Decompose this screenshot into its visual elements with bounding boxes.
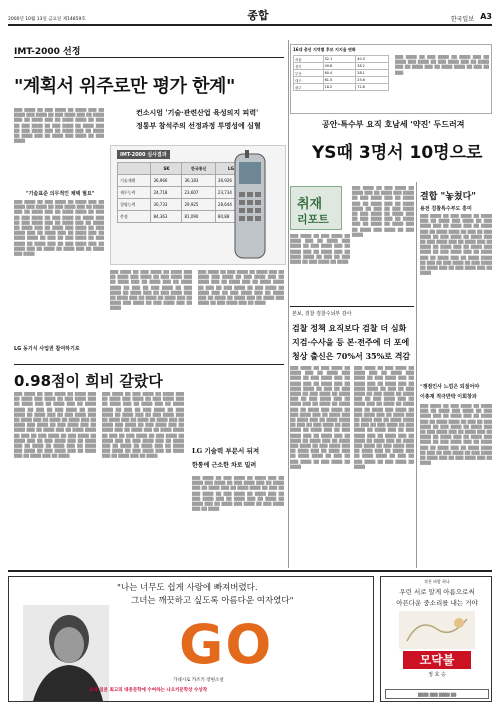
row-label: 기술계획 [118,175,151,187]
poll-table [293,55,389,91]
side-headline-2: "쟁점인사 느낌은 되짚어야 [420,384,480,390]
imt-result-box [110,145,286,265]
ad-quote-line-1: "나는 너무도 쉽게 사랑에 빠져버렸다. [117,583,258,593]
lead-subtitle-1: 컨소시엄 '기술·관련산업 육성의지 피력' [136,108,259,117]
table-row: 대구 61.5 25.6 [294,77,389,84]
col-head: 한국통신 [182,163,215,175]
rate-body-2: ▒▒▒ ▒▒▒▒ ▒▒ ▒▒▒ ▒▒▒▒ ▒▒ ▒▒▒▒ ▒▒▒ ▒▒ ▒▒▒▒ ▒▒▒ ▒▒▒▒ ▒▒ ▒▒▒ ▒▒▒▒ ▒▒▒ ▒▒ ▒▒▒▒ ▒▒▒ ▒▒ ▒▒▒▒ ▒▒▒ ▒▒ ▒▒▒▒ ▒▒▒▒ ▒▒ ▒▒▒ ▒▒ ▒▒▒ ▒▒▒▒ ▒▒ ▒▒▒ ▒▒▒▒ ▒▒ ▒▒▒▒ ▒▒▒ ▒▒ ▒▒▒ ▒▒▒▒ ▒▒▒ ▒▒ ▒▒▒▒ ▒▒▒ ▒▒ ▒▒▒▒ ▒▒ ▒▒▒▒ ▒▒▒ ▒▒ ▒▒▒▒ ▒▒▒ ▒▒▒▒ ▒▒ ▒▒▒ ▒▒▒▒ ▒▒▒ ▒▒ ▒▒▒▒ ▒▒▒ ▒▒ ▒▒▒▒ ▒▒▒ ▒▒ ▒▒▒▒ ▒▒▒▒ ▒▒ ▒▒▒ ▒▒ ▒▒▒ ▒▒▒▒ ▒▒ ▒▒▒ ▒▒▒▒ ▒▒ ▒▒▒▒ ▒▒▒ ▒▒ ▒▒▒ ▒▒▒▒ ▒▒▒ ▒▒ ▒▒▒▒ ▒▒▒ ▒▒ ▒▒▒▒ ▒▒ ▒▒▒▒ ▒▒▒ ▒▒ ▒▒▒▒ ▒▒▒ ▒▒▒▒ ▒▒ ▒▒▒ ▒▒▒▒ ▒▒▒ ▒▒ ▒▒▒▒ ▒▒▒ ▒▒ ▒▒▒▒ ▒▒▒ ▒▒ ▒▒▒▒ [102,392,184,459]
lead-rule [14,57,284,58]
imt-result-title: IMT-2000 심사결과 [117,150,170,159]
cell: 81,090 [182,211,215,223]
table-row: 서울 52.1 40.3 [294,56,389,63]
side-subheadline: 용전 검찰특수부도 흥미 [420,206,472,212]
mobile-phone-photo [221,150,279,262]
column-divider [288,40,289,568]
lead-badge: IMT-2000 선정 [14,47,81,57]
lead-body-4: ▒▒▒ ▒▒▒▒ ▒▒ ▒▒▒ ▒▒▒▒ ▒▒ ▒▒▒▒ ▒▒▒ ▒▒ ▒▒▒▒ ▒▒▒ ▒▒▒▒ ▒▒ ▒▒▒ ▒▒▒▒ ▒▒▒ ▒▒ ▒▒▒▒ ▒▒▒ ▒▒ ▒▒▒▒ ▒▒▒ ▒▒ ▒▒▒▒ ▒▒▒▒ ▒▒ ▒▒▒ ▒▒ ▒▒▒ ▒▒▒▒ ▒▒ ▒▒▒ ▒▒▒▒ ▒▒ ▒▒▒▒ ▒▒▒ ▒▒ ▒▒▒ ▒▒▒▒ ▒▒▒ ▒▒ ▒▒▒▒ ▒▒▒ ▒▒ ▒▒▒▒ ▒▒ ▒▒▒▒ ▒▒▒ ▒▒ ▒▒▒▒ ▒▒▒ ▒▒▒▒ ▒▒ ▒▒▒ ▒▒▒▒ ▒▒▒ ▒▒ ▒▒▒▒ [198,270,284,306]
cell: 36,183 [182,175,215,187]
lead-body-3: ▒▒▒ ▒▒▒▒ ▒▒ ▒▒▒ ▒▒▒▒ ▒▒ ▒▒▒▒ ▒▒▒ ▒▒ ▒▒▒▒ ▒▒▒ ▒▒▒▒ ▒▒ ▒▒▒ ▒▒▒▒ ▒▒▒ ▒▒ ▒▒▒▒ ▒▒▒ ▒▒ ▒▒▒▒ ▒▒▒ ▒▒ ▒▒▒▒ ▒▒▒▒ ▒▒ ▒▒▒ ▒▒ ▒▒▒ ▒▒▒▒ ▒▒ ▒▒▒ ▒▒▒▒ ▒▒ ▒▒▒▒ ▒▒▒ ▒▒ ▒▒▒ ▒▒▒▒ ▒▒▒ ▒▒ ▒▒▒▒ ▒▒▒ ▒▒ ▒▒▒▒ ▒▒ ▒▒▒▒ ▒▒▒ ▒▒ ▒▒▒▒ ▒▒▒ ▒▒▒▒ ▒▒ ▒▒▒ ▒▒▒▒ ▒▒▒ ▒▒ ▒▒▒▒ [110,270,192,311]
poll-header: 16대 총선 지역별 후보 지지율 변화 [293,47,356,52]
cell: 80,88 [215,211,246,223]
cell: 23,607 [182,187,215,199]
lead-subtitle-2: 정통부 참석주의 선정과정 투명성에 심혈 [136,121,261,130]
issue-date: 2000년 10월 13일 금요일 제14859호 [8,17,86,22]
publisher-box: ▒▒▒▒ ▒▒▒ ▒▒▒▒ ▒▒ [385,689,489,699]
paper-name: 한국일보 [450,16,474,23]
column-divider [416,182,417,568]
col-head [118,163,151,175]
row-label: 재무능력 [118,187,151,199]
col-head: LG [215,163,246,175]
cell: 84,363 [151,211,182,223]
side-body-2: ▒▒▒ ▒▒▒▒ ▒▒ ▒▒▒ ▒▒▒▒ ▒▒ ▒▒▒▒ ▒▒▒ ▒▒ ▒▒▒▒ ▒▒▒ ▒▒▒▒ ▒▒ ▒▒▒ ▒▒▒▒ ▒▒▒ ▒▒ ▒▒▒▒ ▒▒▒ ▒▒ ▒▒▒▒ ▒▒▒ ▒▒ ▒▒▒▒ ▒▒▒▒ ▒▒ ▒▒▒ ▒▒ ▒▒▒ ▒▒▒▒ ▒▒ ▒▒▒ ▒▒▒▒ ▒▒ ▒▒▒▒ ▒▒▒ ▒▒ ▒▒▒ ▒▒▒▒ ▒▒▒ ▒▒ ▒▒▒▒ ▒▒▒ ▒▒ ▒▒▒▒ ▒▒ ▒▒▒▒ ▒▒▒ ▒▒ ▒▒▒▒ ▒▒▒ ▒▒▒▒ ▒▒ ▒▒▒ ▒▒▒▒ ▒▒▒ ▒▒ ▒▒▒▒ ▒▒▒ ▒▒ ▒▒▒▒ ▒▒▒ ▒▒ ▒▒▒▒ ▒▒▒▒ ▒▒ ▒▒▒ ▒▒ ▒▒▒ ▒▒▒▒ ▒▒ ▒▒▒ ▒▒▒▒ ▒▒ ▒▒▒▒ ▒▒▒ ▒▒ ▒▒▒ ▒▒▒▒ ▒▒▒ ▒▒ ▒▒▒▒ [420,404,492,466]
table-row: 광주 18.2 72.8 [294,84,389,91]
lead-section-head-2: LG 동기식 사업권 참여하기로 [14,346,80,352]
middle-headline-2: 지검·수사을 등 본·전주에 더 포에 [292,337,410,347]
book-title-modakbul: 모닥불 [403,651,471,669]
book-title-go: GO [179,613,274,676]
middle-body-1: ▒▒▒ ▒▒▒▒ ▒▒ ▒▒▒ ▒▒▒▒ ▒▒ ▒▒▒▒ ▒▒▒ ▒▒ ▒▒▒▒ ▒▒▒ ▒▒▒▒ ▒▒ ▒▒▒ ▒▒▒▒ ▒▒▒ ▒▒ ▒▒▒▒ ▒▒▒ ▒▒ ▒▒▒▒ ▒▒▒ ▒▒ ▒▒▒▒ ▒▒▒▒ ▒▒ ▒▒▒ ▒▒ ▒▒▒ ▒▒▒▒ ▒▒ ▒▒▒ ▒▒▒▒ ▒▒ ▒▒▒▒ ▒▒▒ ▒▒ ▒▒▒ ▒▒▒▒ ▒▒▒ ▒▒ ▒▒▒▒ ▒▒▒ ▒▒ ▒▒▒▒ ▒▒ ▒▒▒▒ ▒▒▒ ▒▒ ▒▒▒▒ ▒▒▒ ▒▒▒▒ ▒▒ ▒▒▒ ▒▒▒▒ ▒▒▒ ▒▒ ▒▒▒▒ ▒▒▒ ▒▒ ▒▒▒▒ ▒▒▒ ▒▒ ▒▒▒▒ ▒▒▒▒ ▒▒ ▒▒▒ ▒▒ ▒▒▒ ▒▒▒▒ ▒▒ ▒▒▒ ▒▒▒▒ ▒▒ ▒▒▒▒ ▒▒▒ ▒▒ ▒▒▒ ▒▒▒▒ ▒▒▒ ▒▒ ▒▒▒▒ ▒▒▒ ▒▒ ▒▒▒▒ ▒▒ ▒▒▒▒ ▒▒▒ ▒▒ ▒▒▒▒ ▒▒▒ ▒▒▒▒ ▒▒ ▒▒▒ ▒▒▒▒ ▒▒▒ ▒▒ ▒▒▒▒ ▒▒▒ ▒▒ ▒▒▒▒ ▒▒▒ ▒▒ ▒▒▒▒ ▒▒▒▒ ▒▒ ▒▒▒ ▒▒ ▒▒▒ ▒▒▒▒ ▒▒ ▒▒▒ ▒▒▒▒ ▒▒ ▒▒▒▒ [290,366,350,469]
row-label: 총점 [118,211,151,223]
report-body-2: ▒▒▒ ▒▒▒▒ ▒▒ ▒▒▒ ▒▒▒▒ ▒▒ ▒▒▒▒ ▒▒▒ ▒▒ ▒▒▒▒ ▒▒▒ ▒▒▒▒ ▒▒ ▒▒▒ ▒▒▒▒ ▒▒▒ ▒▒ ▒▒▒▒ ▒▒▒ ▒▒ ▒▒▒▒ ▒▒▒ ▒▒ ▒▒▒▒ ▒▒▒▒ ▒▒ ▒▒▒ ▒▒ ▒▒▒ ▒▒▒▒ ▒▒ ▒▒▒ ▒▒▒▒ ▒▒ ▒▒▒▒ ▒▒▒ ▒▒ ▒▒▒ ▒▒▒▒ ▒▒▒ ▒▒ ▒▒▒▒ ▒▒▒ ▒▒ ▒▒▒▒ ▒▒ ▒▒▒▒ ▒▒▒ ▒▒ ▒▒▒▒ ▒▒▒ ▒▒▒▒ ▒▒ ▒▒▒ ▒▒▒▒ [352,186,414,237]
rate-rule [14,364,284,365]
rate-headline: 0.98점이 희비 갈랐다 [14,372,163,390]
middle-body-2: ▒▒▒ ▒▒▒▒ ▒▒ ▒▒▒ ▒▒▒▒ ▒▒ ▒▒▒▒ ▒▒▒ ▒▒ ▒▒▒▒ ▒▒▒ ▒▒▒▒ ▒▒ ▒▒▒ ▒▒▒▒ ▒▒▒ ▒▒ ▒▒▒▒ ▒▒▒ ▒▒ ▒▒▒▒ ▒▒▒ ▒▒ ▒▒▒▒ ▒▒▒▒ ▒▒ ▒▒▒ ▒▒ ▒▒▒ ▒▒▒▒ ▒▒ ▒▒▒ ▒▒▒▒ ▒▒ ▒▒▒▒ ▒▒▒ ▒▒ ▒▒▒ ▒▒▒▒ ▒▒▒ ▒▒ ▒▒▒▒ ▒▒▒ ▒▒ ▒▒▒▒ ▒▒ ▒▒▒▒ ▒▒▒ ▒▒ ▒▒▒▒ ▒▒▒ ▒▒▒▒ ▒▒ ▒▒▒ ▒▒▒▒ ▒▒▒ ▒▒ ▒▒▒▒ ▒▒▒ ▒▒ ▒▒▒▒ ▒▒▒ ▒▒ ▒▒▒▒ ▒▒▒▒ ▒▒ ▒▒▒ ▒▒ ▒▒▒ ▒▒▒▒ ▒▒ ▒▒▒ ▒▒▒▒ ▒▒ ▒▒▒▒ ▒▒▒ ▒▒ ▒▒▒ ▒▒▒▒ ▒▒▒ ▒▒ ▒▒▒▒ ▒▒▒ ▒▒ ▒▒▒▒ ▒▒ ▒▒▒▒ ▒▒▒ ▒▒ ▒▒▒▒ ▒▒▒ ▒▒▒▒ ▒▒ ▒▒▒ ▒▒▒▒ ▒▒▒ ▒▒ ▒▒▒▒ ▒▒▒ ▒▒ ▒▒▒▒ ▒▒▒ ▒▒ ▒▒▒▒ ▒▒▒▒ ▒▒ ▒▒▒ ▒▒ ▒▒▒ ▒▒▒▒ ▒▒ ▒▒▒ ▒▒▒▒ ▒▒ ▒▒▒▒ [354,366,414,469]
lead-headline: "계획서 위주로만 평가 한계" [14,76,235,97]
lg-subheadline: 한통에 근소한 차로 밀려 [192,462,257,469]
election-headline: YS때 3명서 10명으로 [312,143,483,163]
middle-rule [290,306,414,307]
middle-headline-3: 청상 출신은 70%서 35%로 격감 [292,351,411,361]
report-badge [290,186,342,230]
book-ad-modakbul [380,576,492,702]
cell: 28,644 [215,199,246,211]
cell: 29,925 [182,199,215,211]
ad-separator [8,570,492,572]
lg-body: ▒▒▒ ▒▒▒▒ ▒▒ ▒▒▒ ▒▒▒▒ ▒▒ ▒▒▒▒ ▒▒▒ ▒▒ ▒▒▒▒ ▒▒▒ ▒▒▒▒ ▒▒ ▒▒▒ ▒▒▒▒ ▒▒▒ ▒▒ ▒▒▒▒ ▒▒▒ ▒▒ ▒▒▒▒ ▒▒▒ ▒▒ ▒▒▒▒ ▒▒▒▒ ▒▒ ▒▒▒ ▒▒ ▒▒▒ ▒▒▒▒ ▒▒ ▒▒▒ ▒▒▒▒ ▒▒ ▒▒▒▒ ▒▒▒ ▒▒ ▒▒▒ ▒▒▒▒ ▒▒▒ ▒▒ ▒▒▒▒ ▒▒▒ ▒▒ ▒▒▒▒ ▒▒ ▒▒▒▒ ▒▒▒ ▒▒ ▒▒▒▒ ▒▒▒ ▒▒▒▒ ▒▒ ▒▒▒ ▒▒▒▒ ▒▒▒ ▒▒ ▒▒▒▒ [192,476,284,512]
lead-body-1: ▒▒▒ ▒▒▒▒ ▒▒ ▒▒▒ ▒▒▒▒ ▒▒ ▒▒▒▒ ▒▒▒ ▒▒ ▒▒▒▒ ▒▒▒ ▒▒▒▒ ▒▒ ▒▒▒ ▒▒▒▒ ▒▒▒ ▒▒ ▒▒▒▒ ▒▒▒ ▒▒ ▒▒▒▒ ▒▒▒ ▒▒ ▒▒▒▒ ▒▒▒▒ ▒▒ ▒▒▒ ▒▒ ▒▒▒ ▒▒▒▒ ▒▒ ▒▒▒ ▒▒▒▒ ▒▒ ▒▒▒▒ ▒▒▒ ▒▒ ▒▒▒ ▒▒▒▒ ▒▒▒ ▒▒ ▒▒▒▒ ▒▒▒ ▒▒ ▒▒▒▒ ▒▒ ▒▒▒▒ ▒▒▒ ▒▒ ▒▒▒▒ ▒▒▒ ▒▒▒▒ ▒▒ ▒▒▒ ▒▒▒▒ [14,108,104,144]
page-header [8,6,492,26]
cell: 30,733 [151,199,182,211]
section-title: 종합 [247,9,269,22]
ad-quote-line-2: 그녀는 깨끗하고 싶도록 아름다운 여자였다" [131,596,294,606]
report-body-1: ▒▒▒ ▒▒▒▒ ▒▒ ▒▒▒ ▒▒▒▒ ▒▒ ▒▒▒▒ ▒▒▒ ▒▒ ▒▒▒▒ ▒▒▒ ▒▒▒▒ ▒▒ ▒▒▒ ▒▒▒▒ ▒▒▒ ▒▒ ▒▒▒▒ ▒▒▒ ▒▒ ▒▒▒▒ ▒▒▒ ▒▒ ▒▒▒▒ ▒▒▒▒ ▒▒ ▒▒▒ ▒▒ ▒▒▒ ▒▒▒▒ ▒▒ ▒▒▒ ▒▒▒▒ ▒▒ ▒▒▒▒ [290,234,350,265]
col-head: SK [151,163,182,175]
middle-kicker: 본보, 검찰 검찰수뇌부 감사 [292,311,352,317]
poll-notes: ▒▒▒ ▒▒▒▒ ▒▒ ▒▒▒ ▒▒▒▒ ▒▒ ▒▒▒▒ ▒▒▒ ▒▒ ▒▒▒▒ ▒▒▒ ▒▒▒▒ ▒▒ ▒▒▒ ▒▒▒▒ ▒▒▒ ▒▒ ▒▒▒▒ ▒▒▒ ▒▒ ▒▒▒▒ ▒▒▒ ▒▒ ▒▒▒▒ ▒▒▒▒ ▒▒ ▒▒▒ ▒▒ ▒▒▒ [395,55,489,75]
cell: 36,966 [151,175,182,187]
book-ad-go [8,576,374,702]
middle-headline-1: 검찰 정책 요직보다 검찰 더 심화 [292,323,407,333]
side-body: ▒▒▒ ▒▒▒▒ ▒▒ ▒▒▒ ▒▒▒▒ ▒▒ ▒▒▒▒ ▒▒▒ ▒▒ ▒▒▒▒ ▒▒▒ ▒▒▒▒ ▒▒ ▒▒▒ ▒▒▒▒ ▒▒▒ ▒▒ ▒▒▒▒ ▒▒▒ ▒▒ ▒▒▒▒ ▒▒▒ ▒▒ ▒▒▒▒ ▒▒▒▒ ▒▒ ▒▒▒ ▒▒ ▒▒▒ ▒▒▒▒ ▒▒ ▒▒▒ ▒▒▒▒ ▒▒ ▒▒▒▒ ▒▒▒ ▒▒ ▒▒▒ ▒▒▒▒ ▒▒▒ ▒▒ ▒▒▒▒ ▒▒▒ ▒▒ ▒▒▒▒ ▒▒ ▒▒▒▒ ▒▒▒ ▒▒ ▒▒▒▒ ▒▒▒ ▒▒▒▒ ▒▒ ▒▒▒ ▒▒▒▒ ▒▒▒ ▒▒ ▒▒▒▒ ▒▒▒ ▒▒ ▒▒▒▒ ▒▒▒ ▒▒ ▒▒▒▒ ▒▒▒▒ ▒▒ ▒▒▒ ▒▒ ▒▒▒ ▒▒▒▒ ▒▒ ▒▒▒ ▒▒▒▒ ▒▒ ▒▒▒▒ ▒▒▒ ▒▒ ▒▒▒ ▒▒▒▒ ▒▒▒ ▒▒ ▒▒▒▒ [420,214,492,276]
rate-body-1: ▒▒▒ ▒▒▒▒ ▒▒ ▒▒▒ ▒▒▒▒ ▒▒ ▒▒▒▒ ▒▒▒ ▒▒ ▒▒▒▒ ▒▒▒ ▒▒▒▒ ▒▒ ▒▒▒ ▒▒▒▒ ▒▒▒ ▒▒ ▒▒▒▒ ▒▒▒ ▒▒ ▒▒▒▒ ▒▒▒ ▒▒ ▒▒▒▒ ▒▒▒▒ ▒▒ ▒▒▒ ▒▒ ▒▒▒ ▒▒▒▒ ▒▒ ▒▒▒ ▒▒▒▒ ▒▒ ▒▒▒▒ ▒▒▒ ▒▒ ▒▒▒ ▒▒▒▒ ▒▒▒ ▒▒ ▒▒▒▒ ▒▒▒ ▒▒ ▒▒▒▒ ▒▒ ▒▒▒▒ ▒▒▒ ▒▒ ▒▒▒▒ ▒▒▒ ▒▒▒▒ ▒▒ ▒▒▒ ▒▒▒▒ ▒▒▒ ▒▒ ▒▒▒▒ ▒▒▒ ▒▒ ▒▒▒▒ ▒▒▒ ▒▒ ▒▒▒▒ ▒▒▒▒ ▒▒ ▒▒▒ ▒▒ ▒▒▒ ▒▒▒▒ ▒▒ ▒▒▒ ▒▒▒▒ ▒▒ ▒▒▒▒ ▒▒▒ ▒▒ ▒▒▒ ▒▒▒▒ ▒▒▒ ▒▒ ▒▒▒▒ ▒▒▒ ▒▒ ▒▒▒▒ ▒▒ ▒▒▒▒ ▒▒▒ ▒▒ ▒▒▒▒ ▒▒▒ ▒▒▒▒ ▒▒ ▒▒▒ ▒▒▒▒ ▒▒▒ ▒▒ ▒▒▒▒ ▒▒▒ ▒▒ ▒▒▒▒ ▒▒▒ ▒▒ ▒▒▒▒ [14,392,96,459]
ad-quote-line-2: 아픈다운 중소리를 내는 거야 [396,599,478,607]
lg-headline: LG 기술력 부문서 뒤져 [192,447,260,455]
book-cover-illustration [399,611,475,649]
ad-quote-line-1: 우린 서로 알게 아름으로써 [399,588,475,596]
row-label: 경영능력 [118,199,151,211]
cell: 36,926 [215,175,246,187]
table-row: 경기 49.8 38.2 [294,63,389,70]
report-label-2: 리포트 [297,213,329,226]
poll-box [290,44,492,114]
table-row: 부산 60.4 28.1 [294,70,389,77]
ad-kicker: 작은 바람 하나 [424,579,450,584]
book-award: 올해 일본 최고의 대중문학에 수여하는 나오키문학상 수상작 [89,688,208,693]
page-number: A3 [480,12,492,21]
lead-section-head: "기술표준 의무적인 채택 필요" [26,191,95,197]
cell: 23,734 [215,187,246,199]
book-author: 가네시로 카즈키 장편소설 [173,678,224,683]
election-subheadline: 공안·특수부 요직 호남세 '약진' 두드러져 [322,119,465,129]
side-subheadline-2: 이총재 적극반박 이회창과 [420,394,477,400]
report-label-1: 취재 [297,197,323,212]
book-author: 정 호 승 [428,672,446,678]
cell: 24,718 [151,187,182,199]
lead-body-2: ▒▒▒ ▒▒▒▒ ▒▒ ▒▒▒ ▒▒▒▒ ▒▒ ▒▒▒▒ ▒▒▒ ▒▒ ▒▒▒▒ ▒▒▒ ▒▒▒▒ ▒▒ ▒▒▒ ▒▒▒▒ ▒▒▒ ▒▒ ▒▒▒▒ ▒▒▒ ▒▒ ▒▒▒▒ ▒▒▒ ▒▒ ▒▒▒▒ ▒▒▒▒ ▒▒ ▒▒▒ ▒▒ ▒▒▒ ▒▒▒▒ ▒▒ ▒▒▒ ▒▒▒▒ ▒▒ ▒▒▒▒ ▒▒▒ ▒▒ ▒▒▒ ▒▒▒▒ ▒▒▒ ▒▒ ▒▒▒▒ ▒▒▒ ▒▒ ▒▒▒▒ ▒▒ ▒▒▒▒ ▒▒▒ ▒▒ ▒▒▒▒ ▒▒▒ ▒▒▒▒ ▒▒ ▒▒▒ ▒▒▒▒ ▒▒▒ ▒▒ ▒▒▒▒ ▒▒▒ ▒▒ ▒▒▒▒ ▒▒▒ ▒▒ ▒▒▒▒ ▒▒▒▒ ▒▒ ▒▒▒ ▒▒ ▒▒▒ ▒▒▒▒ ▒▒ ▒▒▒ ▒▒▒▒ ▒▒ ▒▒▒▒ ▒▒▒ ▒▒ ▒▒▒ ▒▒▒▒ ▒▒▒ ▒▒ ▒▒▒▒ ▒▒▒ ▒▒ ▒▒▒▒ ▒▒ ▒▒▒▒ ▒▒▒ ▒▒ ▒▒▒▒ ▒▒▒ ▒▒▒▒ [14,200,104,257]
side-headline: 결합 "놓쳤다" [420,192,476,202]
